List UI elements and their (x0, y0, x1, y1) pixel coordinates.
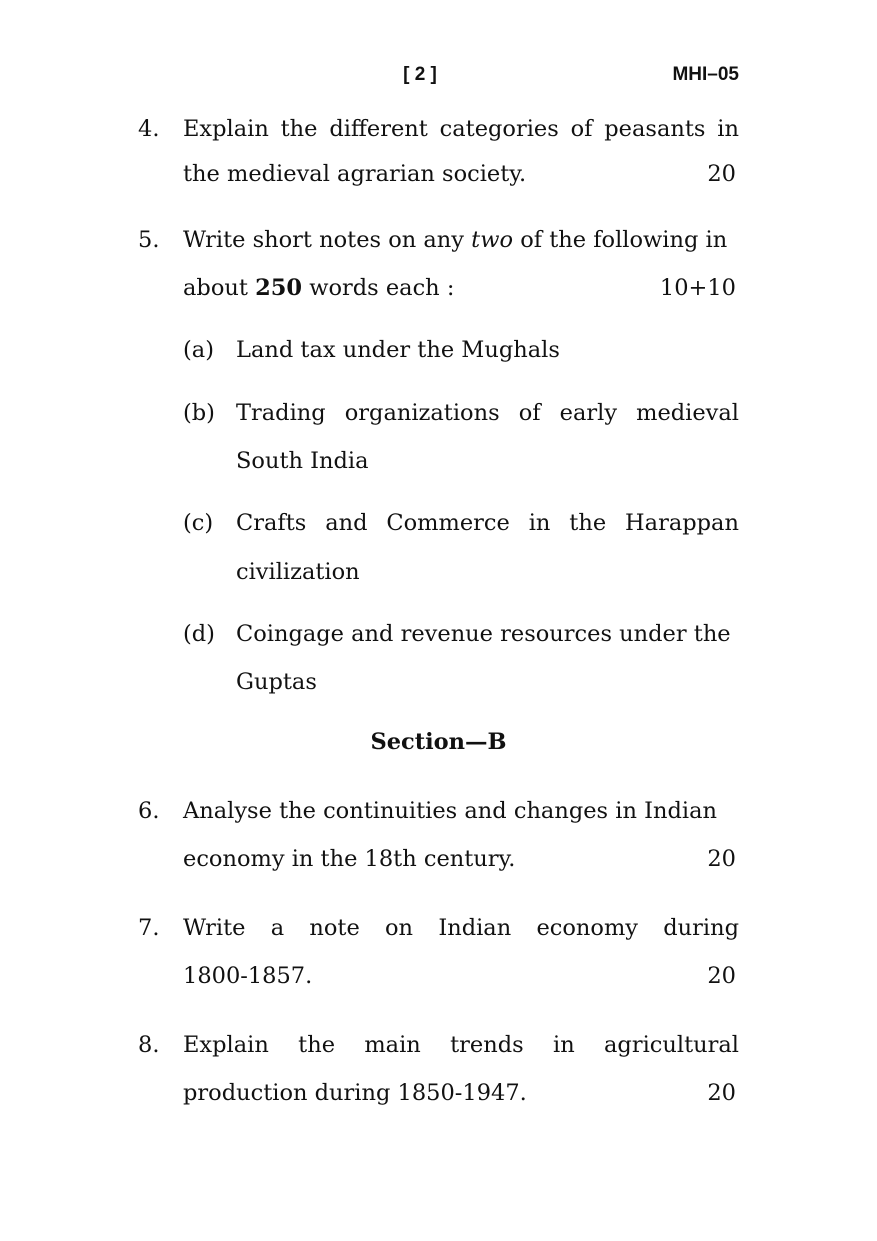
word: and (325, 510, 368, 536)
word: Crafts (236, 510, 307, 536)
word: note (309, 915, 360, 941)
q5-text-part2: of the following in (520, 227, 728, 253)
word: in (528, 510, 551, 536)
question-8-line-2: production during 1850-1947. (183, 1080, 527, 1106)
word: early (559, 400, 618, 426)
word: trends (450, 1032, 524, 1058)
question-5-number: 5. (138, 227, 160, 253)
word: peasants (604, 116, 706, 142)
sub-question-a-label: (a) (183, 337, 214, 363)
question-7-marks: 20 (707, 963, 736, 989)
word: medieval (636, 400, 739, 426)
question-5-marks: 10+10 (659, 275, 736, 301)
question-6-line-1: Analyse the continuities and changes in Indian (183, 798, 717, 824)
course-code: MHI–05 (672, 64, 739, 85)
word: Explain (183, 116, 269, 142)
word: in (553, 1032, 575, 1058)
q5-line2-part1: about (183, 275, 248, 301)
sub-question-b-label: (b) (183, 400, 215, 426)
question-4-number: 4. (138, 116, 160, 142)
sub-question-c-label: (c) (183, 510, 214, 536)
word: economy (536, 915, 638, 941)
word: agricultural (604, 1032, 739, 1058)
q5-text-part1: Write short notes on any (183, 227, 465, 253)
question-4-marks: 20 (707, 161, 736, 187)
section-heading: Section—B (370, 729, 507, 755)
sub-question-a-text: Land tax under the Mughals (236, 337, 560, 363)
question-8-line-1 (183, 1030, 739, 1060)
question-6-number: 6. (138, 798, 160, 824)
question-6-marks: 20 (707, 846, 736, 872)
question-7-number: 7. (138, 915, 160, 941)
word: Write (183, 915, 246, 941)
word: different (329, 116, 428, 142)
word: Commerce (386, 510, 510, 536)
word: Indian (438, 915, 512, 941)
word: main (364, 1032, 421, 1058)
word: Explain (183, 1032, 269, 1058)
question-4-line-1 (183, 114, 739, 144)
sub-question-d-line-2: Guptas (236, 669, 317, 695)
question-6-line-2: economy in the 18th century. (183, 846, 516, 872)
question-8-marks: 20 (707, 1080, 736, 1106)
q5-word-count: 250 (255, 275, 303, 301)
word: a (270, 915, 285, 941)
question-5-line-1 (183, 225, 727, 255)
sub-question-d-line-1: Coingage and revenue resources under the (236, 621, 731, 647)
word: the (280, 116, 318, 142)
sub-question-b-line-1 (236, 398, 739, 428)
word: during (663, 915, 739, 941)
sub-question-d-label: (d) (183, 621, 215, 647)
word: Trading (236, 400, 326, 426)
question-7-line-2: 1800-1857. (183, 963, 313, 989)
q5-emphasis: two (471, 227, 514, 253)
word: the (298, 1032, 336, 1058)
word: on (385, 915, 414, 941)
sub-question-b-line-2: South India (236, 448, 369, 474)
question-5-line-2 (183, 273, 454, 303)
question-7-line-1 (183, 913, 739, 943)
sub-question-c-line-1 (236, 508, 739, 538)
word: Harappan (625, 510, 739, 536)
word: organizations (344, 400, 500, 426)
word: of (570, 116, 593, 142)
word: of (518, 400, 541, 426)
question-4-line-2: the medieval agrarian society. (183, 161, 527, 187)
question-8-number: 8. (138, 1032, 160, 1058)
page-number: [ 2 ] (403, 64, 437, 85)
q5-line2-part2: words each : (309, 275, 455, 301)
word: categories (439, 116, 559, 142)
word: the (569, 510, 607, 536)
sub-question-c-line-2: civilization (236, 559, 360, 585)
word: in (717, 116, 739, 142)
